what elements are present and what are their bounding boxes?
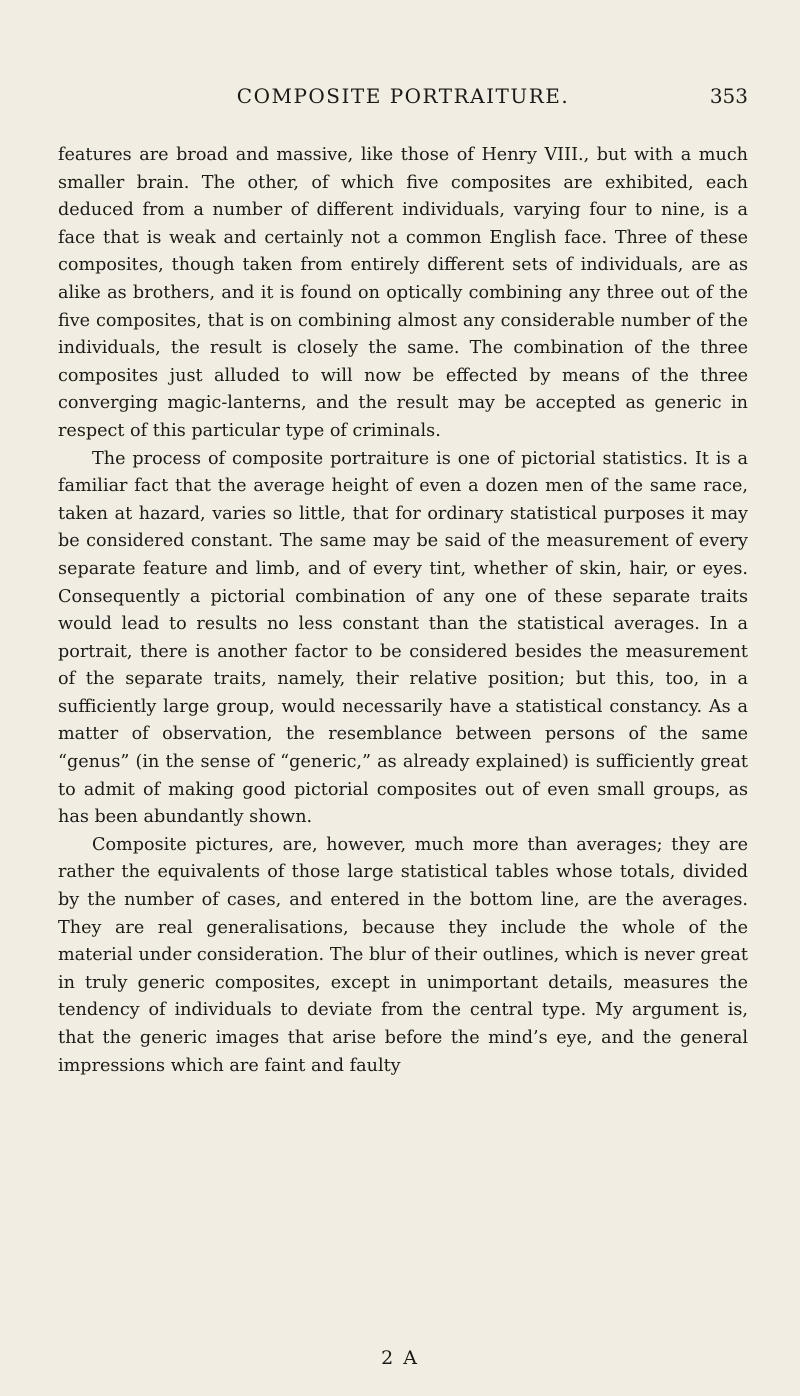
paragraph-composite-pictures: Composite pictures, are, however, much more than averages; they are rather the equivalents of those large statistical tables whose totals, divided by the number of cases, and entered in the bottom line, are the averages. They are real generalisations, because they include the whole of the material under consideration. The blur of their outlines, which is never great in truly generic composites, except in unimportant details, measures the tendency of individuals to deviate from the central type. My argument is, that the generic images that arise before the mind’s eye, and the general impressions which are faint and faulty	[58, 834, 748, 1076]
signature-mark: 2 A	[381, 1347, 419, 1369]
paragraph-pictorial-statistics: The process of composite portraiture is one of pictorial statistics. It is a familiar fact that the average height of even a dozen men of the same race, taken at hazard, varies so little, that for ordinary statistical purposes it may be considered constant. The same may be said of the measurement of every separate feature and limb, and of every tint, whether of skin, hair, or eyes. Consequently a pictorial combination of any one of these separate traits would lead to results no less constant than the statistical averages. In a portrait, there is another factor to be considered besides the measurement of the separate traits, namely, their relative position; but this, too, in a sufficiently large group, would necessarily have a statistical constancy. As a matter of observation, the resemblance between persons of the same “genus” (in the sense of “generic,” as already explained) is sufficiently great to admit of making good pictorial composites out of even small groups, as has been abundantly shown.	[58, 448, 748, 828]
paragraph-continued: features are broad and massive, like those of Henry VIII., but with a much smaller brain. The other, of which five composites are exhibited, each deduced from a number of different individuals, varying four to nine, is a face that is weak and certainly not a common English face. Three of these composites, though taken from entirely different sets of individuals, are as alike as brothers, and it is found on optically combining any three out of the five composites, that is on combining almost any considerable number of the individuals, the result is closely the same. The combination of the three composites just alluded to will now be effected by means of the three converging magic-lanterns, and the result may be accepted as generic in respect of this particular type of criminals.	[58, 145, 748, 441]
running-title: COMPOSITE PORTRAITURE.	[236, 84, 570, 108]
running-head	[58, 84, 748, 114]
page-number: 353	[709, 84, 748, 108]
text-body	[58, 142, 748, 1080]
